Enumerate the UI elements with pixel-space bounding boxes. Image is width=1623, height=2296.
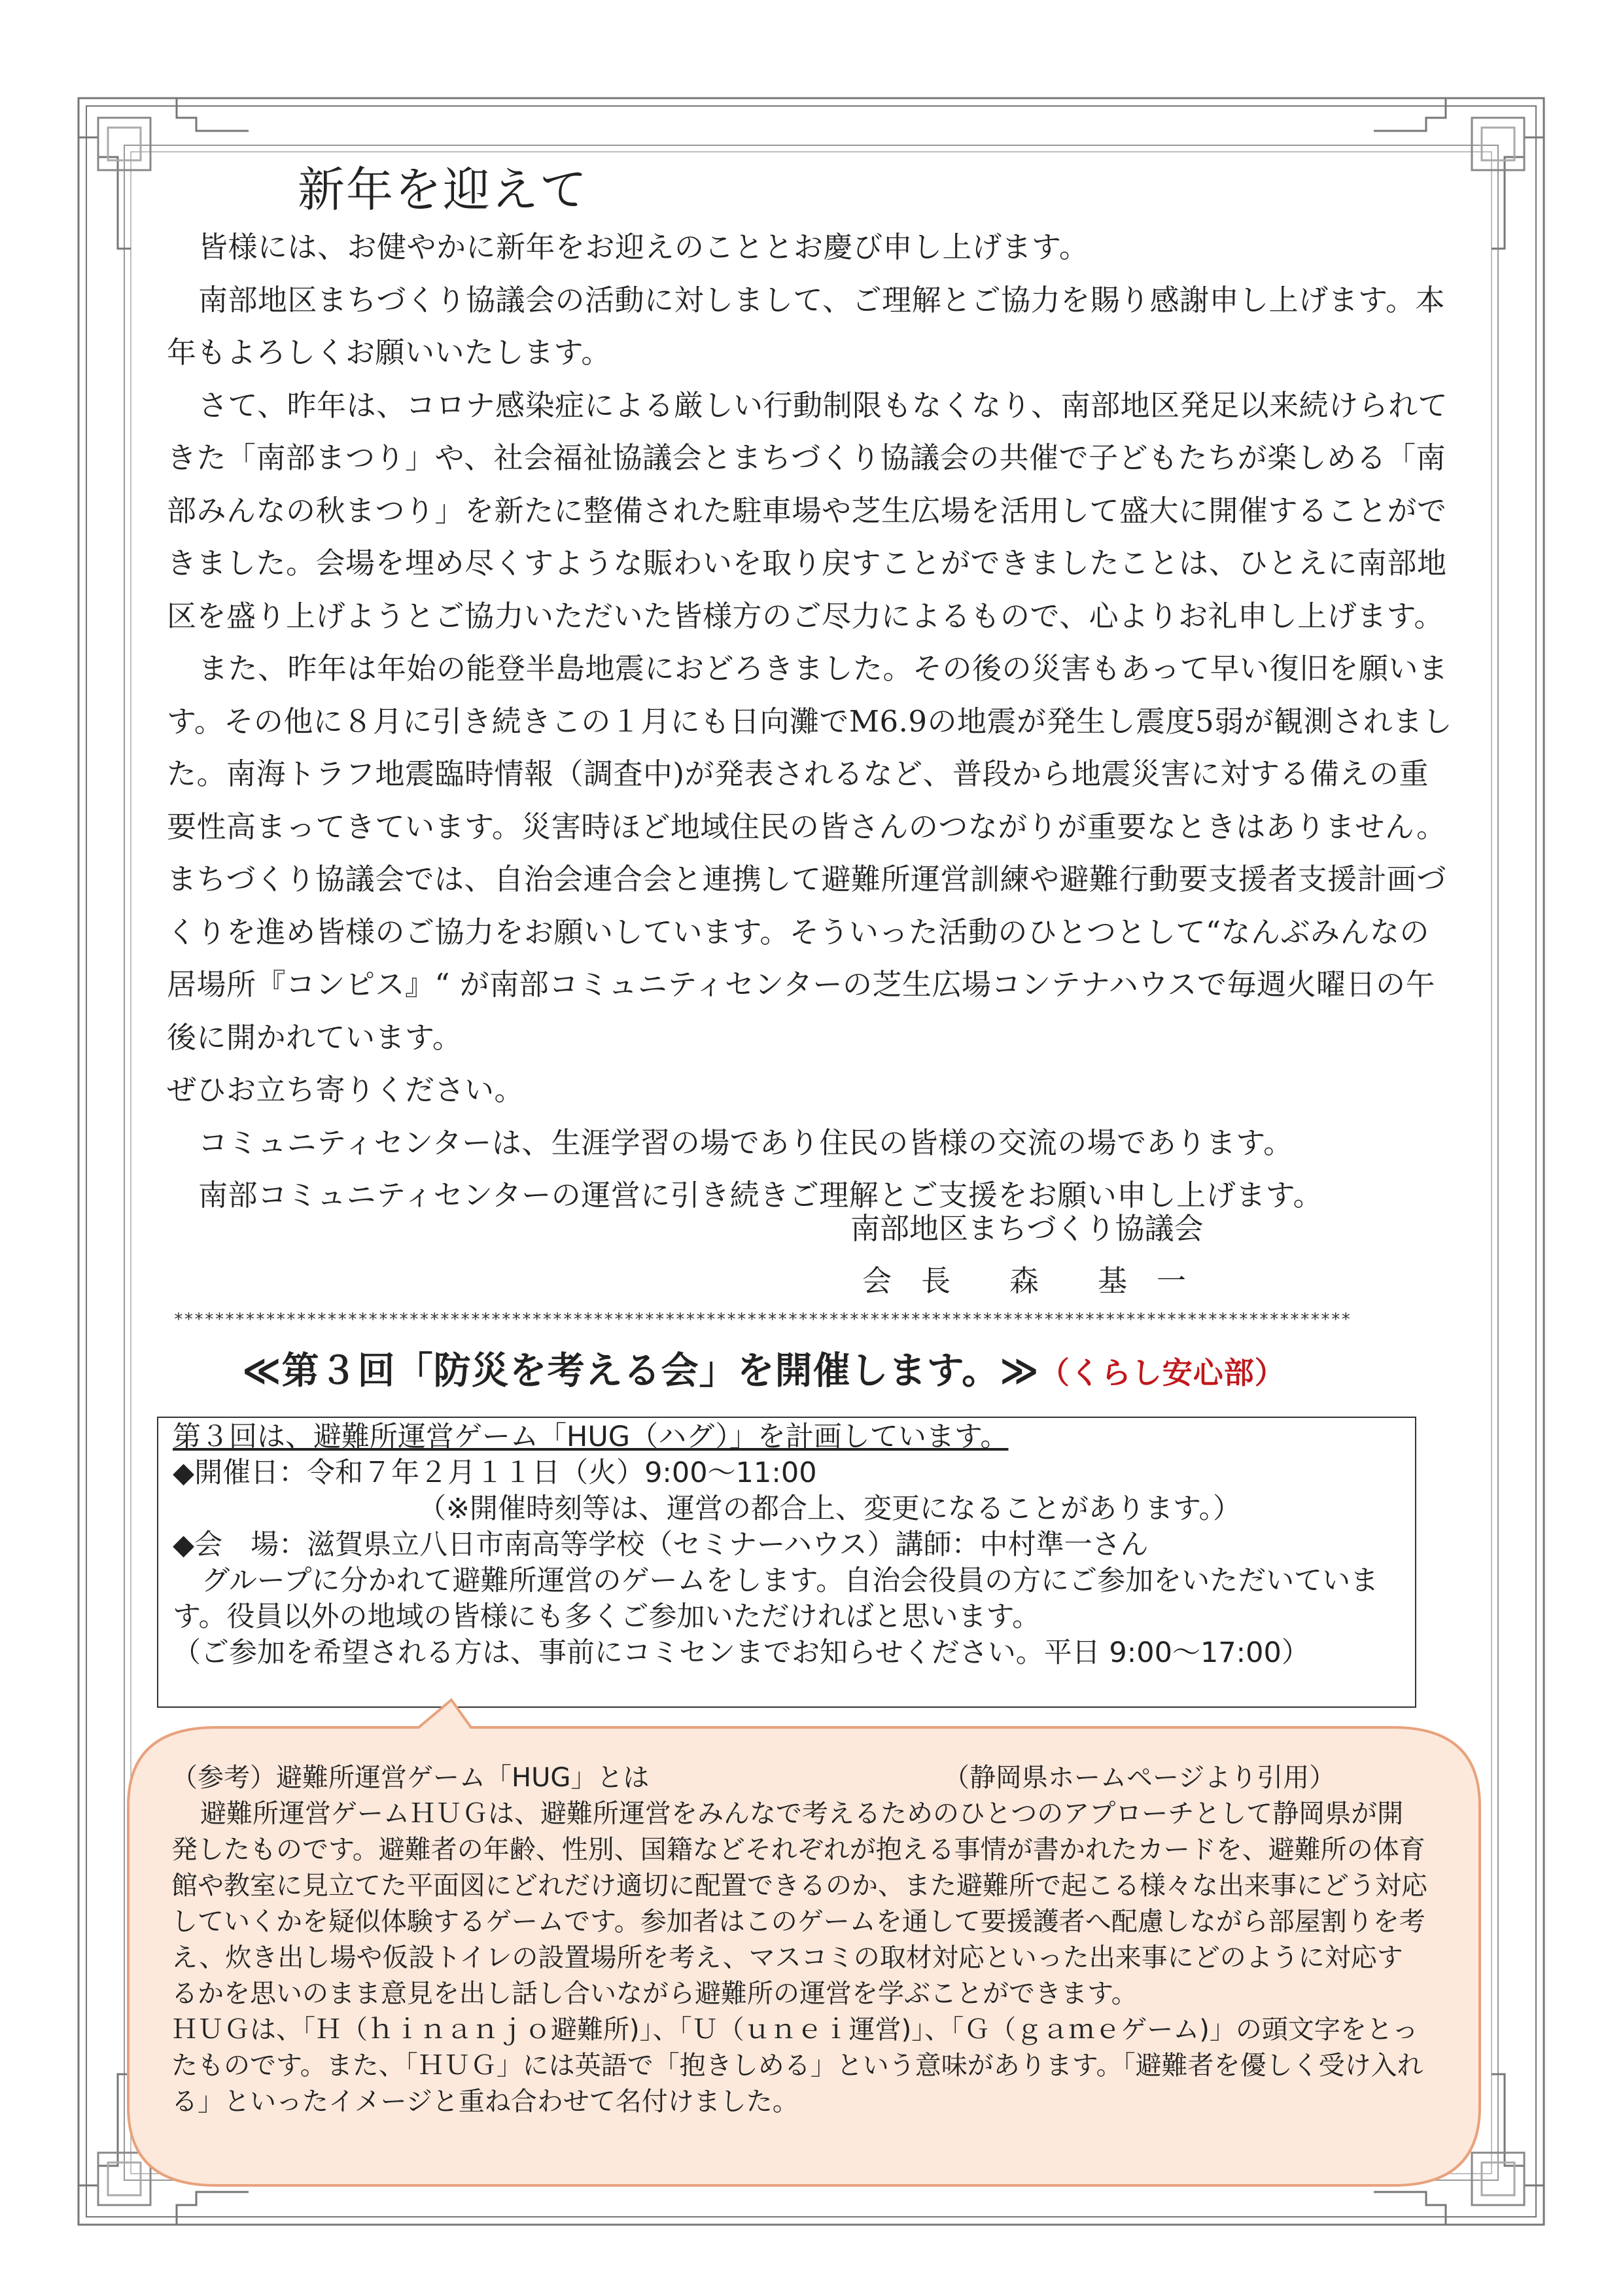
event-contact: （ご参加を希望される方は、事前にコミセンまでお知らせください。平日 9:00～17:00） <box>173 1636 1310 1669</box>
greeting-paragraph: 皆様には、お健やかに新年をお迎えのこととお慶び申し上げます。 <box>198 230 1089 264</box>
reference-paragraph: 避難所運営ゲームＨＵＧは、避難所運営をみんなで考えるためのひとつのアプローチとして静岡県が開発したものです。避難者の年齢、性別、国籍などそれぞれが抱える事情が書かれたカードを、避難所の体育館や教室に見立てた平面図にどれだけ適切に配置できるのか、また避難所で起こる様々な出来事にどう対応していくかを疑似体験するゲームです。参加者はこのゲームを通して要援護者へ配慮しながら部屋割りを考え、炊き出し場や仮設トイレの設置場所を考え、マスコミの取材対応といった出来事にどのように対応するかを思いのまま意見を出し話し合いながら避難所の運営を学ぶことができます。 <box>171 1799 1427 2009</box>
greeting-paragraph: さて、昨年は、コロナ感染症による厳しい行動制限もなくなり、南部地区発足以来続けられてきた「南部まつり」や、社会福祉協議会とまちづくり協議会の共催で子どもたちが楽しめる「南部みんなの秋まつり」を新たに整備された駐車場や芝生広場を活用して盛大に開催することができました。会場を埋め尽くすような賑わいを取り戻すことができましたことは、ひとえに南部地区を盛り上げようとご協力いただいた皆様方のご尽力によるもので、心よりお礼申し上げます。 <box>167 387 1448 633</box>
event-venue: ◆会 場：滋賀県立八日市南高等学校（セミナーハウス）講師：中村準一さん <box>173 1528 1149 1561</box>
reference-paragraph: ＨＵＧは、「Ｈ（ｈｉｎａｎｊｏ避難所)」、「Ｕ（ｕｎｅｉ運営)」、「Ｇ（ｇａｍｅゲーム)」の頭文字をとったものです。また、「ＨＵＧ」には英語で「抱きしめる」という意味があります。「避難者を優しく受け入れる」といったイメージと重ね合わせて名付けました。 <box>171 2015 1423 2117</box>
event-description: グループに分かれて避難所運営のゲームをします。自治会役員の方にご参加をいただいています。役員以外の地域の皆様にも多くご参加いただければと思います。 <box>173 1564 1379 1633</box>
greeting-title: 新年を迎えて <box>298 162 589 217</box>
reference-header <box>171 1760 1427 1796</box>
greeting-paragraph: 南部地区まちづくり協議会の活動に対しまして、ご理解とご協力を賜り感謝申し上げます。本年もよろしくお願いいたします。 <box>167 282 1446 370</box>
reference-source: （静岡県ホームページより引用） <box>943 1763 1336 1793</box>
reference-text <box>171 1760 1427 2120</box>
asterisk-separator: ******************************************************************************************************************* <box>173 1310 1352 1330</box>
greeting-paragraph: 南部コミュニティセンターの運営に引き続きご理解とご支援をお願い申し上げます。 <box>198 1178 1323 1212</box>
greeting-paragraph: ぜひお立ち寄りください。 <box>167 1072 525 1107</box>
greeting-paragraph: また、昨年は年始の能登半島地震におどろきました。その後の災害もあって早い復旧を願います。その他に８月に引き続きこの１月にも日向灘でM6.9の地震が発生し震度5弱が観測されました。南海トラフ地震臨時情報（調査中)が発表されるなど、普段から地震災害に対する備えの重要性高まってきています。災害時ほど地域住民の皆さんのつながりが重要なときはありません。まちづくり協議会では、自治会連合会と連携して避難所運営訓練や避難行動要支援者支援計画づくりを進め皆様のご協力をお願いしています。そういった活動のひとつとして“なんぶみんなの居場所『コンピス』“ が南部コミュニティセンターの芝生広場コンテナハウスで毎週火曜日の午後に開かれています。 <box>167 651 1453 1055</box>
event-time-note: （※開催時刻等は、運営の都合上、変更になることがあります。） <box>418 1492 1242 1525</box>
section-heading-text: ≪第３回「防災を考える会」を開催します。≫ <box>242 1349 1039 1392</box>
event-date: ◆開催日：令和７年２月１１日（火）9:00～11:00 <box>173 1457 817 1489</box>
signature-organization: 南部地区まちづくり協議会 <box>850 1211 1204 1246</box>
reference-title: （参考）避難所運営ゲーム「HUG」とは <box>171 1763 650 1793</box>
event-intro: 第３回は、避難所運営ゲーム「HUG（ハグ）」を計画しています。 <box>173 1421 1009 1453</box>
section-department: （くらし安心部） <box>1039 1355 1285 1390</box>
signature-name: 会 長 森 基 一 <box>862 1263 1187 1298</box>
greeting-paragraph: コミュニティセンターは、生涯学習の場であり住民の皆様の交流の場であります。 <box>198 1125 1293 1160</box>
